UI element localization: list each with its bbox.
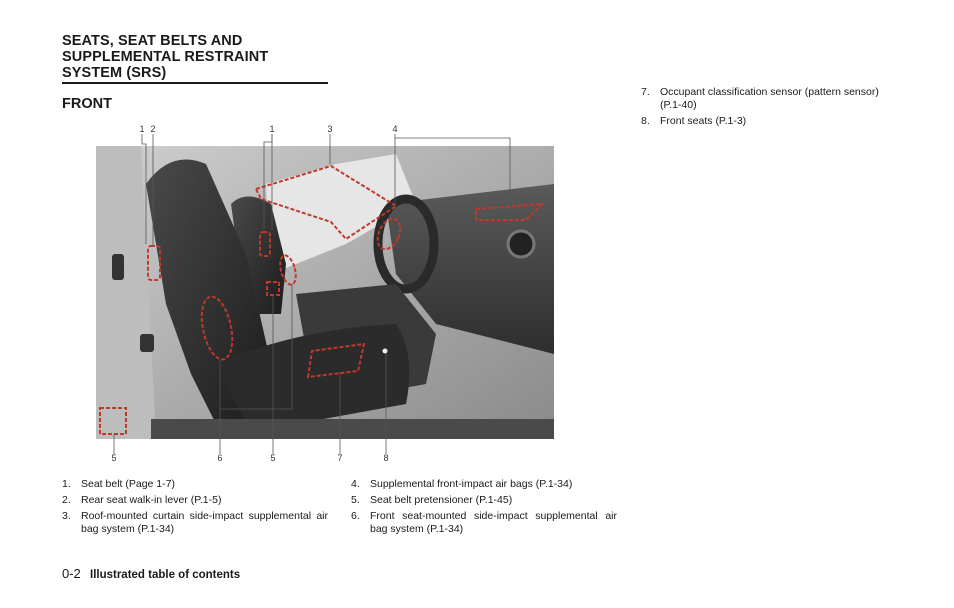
callout-top: 2 xyxy=(150,124,156,134)
legend-item xyxy=(641,86,901,112)
legend-item xyxy=(641,115,901,128)
legend-text: Roof-mounted curtain side-impact supplemental air bag system (P.1-34) xyxy=(81,510,328,535)
legend-number: 1. xyxy=(62,478,71,490)
legend-list-left xyxy=(62,478,328,539)
callout-top: 3 xyxy=(327,124,333,134)
footer-title: Illustrated table of contents xyxy=(90,569,241,581)
callout-bottom: 8 xyxy=(383,453,389,462)
legend-item xyxy=(351,510,617,536)
callout-bottom: 5 xyxy=(270,453,276,462)
legend-item xyxy=(351,494,617,507)
legend-number: 8. xyxy=(641,115,650,127)
sub-heading: FRONT xyxy=(62,96,112,112)
callout-bottom: 5 xyxy=(111,453,117,462)
legend-text: Rear seat walk-in lever (P.1-5) xyxy=(81,494,222,506)
legend-number: 6. xyxy=(351,510,360,522)
air-vent xyxy=(508,231,534,257)
page-number: 0-2 xyxy=(62,566,81,581)
page-footer xyxy=(62,566,240,581)
legend-list-right xyxy=(641,86,901,131)
srs-illustration xyxy=(96,124,556,462)
callout-top: 1 xyxy=(269,124,275,134)
legend-item xyxy=(351,478,617,491)
legend-number: 3. xyxy=(62,510,71,522)
legend-number: 2. xyxy=(62,494,71,506)
legend-number: 5. xyxy=(351,494,360,506)
callout-top: 4 xyxy=(392,124,398,134)
section-divider xyxy=(62,82,328,84)
callout-top: 1 xyxy=(139,124,145,134)
door-handle xyxy=(112,254,124,280)
legend-text: Occupant classification sensor (pattern sensor) (P.1-40) xyxy=(660,86,879,111)
legend-item xyxy=(62,478,328,491)
legend-text: Front seats (P.1-3) xyxy=(660,115,747,127)
callout-bottom: 6 xyxy=(217,453,223,462)
floor xyxy=(151,419,554,439)
legend-item xyxy=(62,510,328,536)
front-seat-marker xyxy=(383,349,388,354)
legend-number: 4. xyxy=(351,478,360,490)
legend-list-middle xyxy=(351,478,617,539)
legend-text: Front seat-mounted side-impact supplemental air bag system (P.1-34) xyxy=(370,510,617,535)
legend-item xyxy=(62,494,328,507)
callout-bottom: 7 xyxy=(337,453,343,462)
legend-text: Seat belt (Page 1-7) xyxy=(81,478,175,490)
section-title: SEATS, SEAT BELTS AND SUPPLEMENTAL RESTRAINT SYSTEM (SRS) xyxy=(62,33,269,81)
legend-text: Seat belt pretensioner (P.1-45) xyxy=(370,494,513,506)
legend-number: 7. xyxy=(641,86,650,98)
legend-text: Supplemental front-impact air bags (P.1-34) xyxy=(370,478,573,490)
door-lock xyxy=(140,334,154,352)
